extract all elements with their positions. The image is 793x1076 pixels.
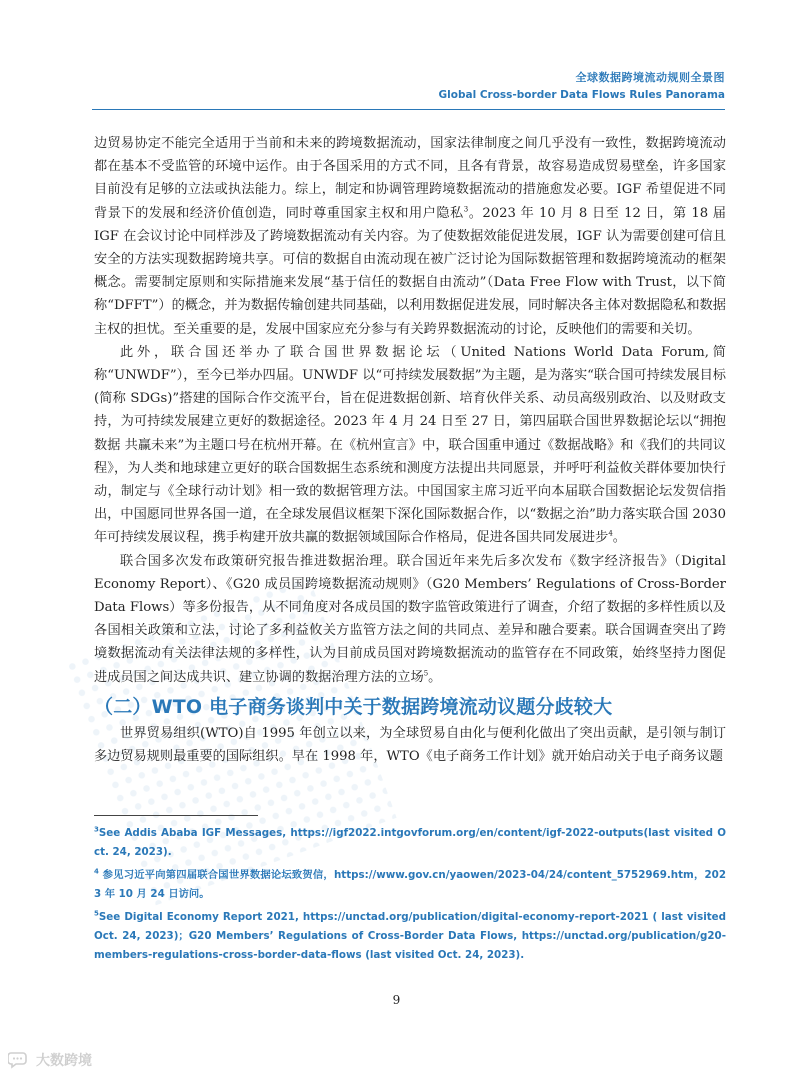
section-paragraph: 世界贸易组织(WTO)自 1995 年创立以来，为全球贸易自由化与便利化做出了突出贡献，是引领与制订多边贸易规则最重要的国际组织。早在 1998 年，WTO《电子商务工作计划》就开始启动关于电子商务议题 <box>94 725 726 765</box>
footnote-divider <box>94 815 258 816</box>
running-header <box>439 70 725 104</box>
footnote-text: See Addis Ababa IGF Messages, https://igf2022.intgovforum.org/en/content/igf-2022-outputs(last visited Oct. 24, 2023). <box>94 827 726 858</box>
paragraph-1-text-after: 。2023 年 10 月 8 日至 12 日，第 18 届 IGF 在会议讨论中同样涉及了跨境数据流动有关内容。为了使数据效能促进发展，IGF 认为需要创建可信且安全的方法实现数据跨境共享。可信的数据自由流动现在被广泛讨论为国际数据管理和数据跨境流动的框架概念。需要制定原则和实际措施来发展“基于信任的数据自由流动”（Data Free Flow with Trust，以下简称“DFFT”）的概念，并为数据传输创建共同基础，以利用数据促进发展，同时解决各主体对数据隐私和数据主权的担忧。至关重要的是，发展中国家应充分参与有关跨界数据流动的讨论，反映他们的需要和关切。 <box>94 205 726 337</box>
chat-bubble-icon <box>8 1051 32 1069</box>
footnotes <box>94 824 726 969</box>
footnote-text: See Digital Economy Report 2021, https://unctad.org/publication/digital-economy-report-2021 ( last visited Oct. 24, 2023)；G20 Members’ Regulations of Cross-Border Data Flows, https://unctad.org/publication/g20-members-regulations-cross-border-data-flows (last visited Oct. 24, 2023). <box>94 911 726 961</box>
section-heading: （二）WTO 电子商务谈判中关于数据跨境流动议题分歧较大 <box>94 695 613 718</box>
footnote-text: 参见习近平向第四届联合国世界数据论坛致贺信，https://www.gov.cn/yaowen/2023-04/24/content_5752969.htm，2023 年 10 月 24 日访问。 <box>94 869 726 900</box>
paragraph-1-text: 边贸易协定不能完全适用于当前和未来的跨境数据流动，国家法律制度之间几乎没有一致性，数据跨境流动都在基本不受监管的环境中运作。由于各国采用的方式不同，且各有背景，故容易造成贸易壁垒，许多国家目前没有足够的立法或执法能力。综上，制定和协调管理跨境数据流动的措施愈发必要。IGF 希望促进不同背景下的发展和经济价值创造，同时尊重国家主权和用户隐私 <box>94 136 726 221</box>
paragraph-2-text-after: 。 <box>612 530 626 546</box>
footnote-3 <box>94 824 726 862</box>
footnote-ref-5[interactable]: 5 <box>423 669 429 678</box>
footnote-4 <box>94 866 726 904</box>
footnote-number: 4 <box>94 867 99 876</box>
page-number: 9 <box>392 993 401 1007</box>
main-content <box>94 132 726 768</box>
paragraph-2-text: 此外，联合国还举办了联合国世界数据论坛（United Nations World Data Forum,简称“UNWDF”），至今已举办四届。UNWDF 以“可持续发展数据”为主题，是为落实“联合国可持续发展目标(简称 SDGs)”搭建的国际合作交流平台，旨在促进数据创新、培育伙伴关系、动员高级别政治、以及财政支持，为可持续发展建立更好的数据途径。2023 年 4 月 24 日至 27 日，第四届联合国世界数据论坛以“拥抱数据 共赢未来”为主题口号在杭州开幕。在《杭州宣言》中，联合国重申通过《数据战略》和《我们的共同议程》，为人类和地球建立更好的联合国数据生态系统和测度方法提出共同愿景，并呼吁利益攸关群体要加快行动，制定与《全球行动计划》相一致的数据管理方法。中国国家主席习近平向本届联合国数据论坛发贺信指出，中国愿同世界各国一道，在全球发展倡议框架下深化国际数据合作，以“数据之治”助力落实联合国 2030 年可持续发展议程，携手构建开放共赢的数据领域国际合作格局，促进各国共同发展进步 <box>94 344 726 546</box>
header-title-en: Global Cross-border Data Flows Rules Panorama <box>438 89 725 101</box>
footnote-5 <box>94 908 726 965</box>
footnote-ref-4[interactable]: 4 <box>608 530 613 539</box>
header-title-zh: 全球数据跨境流动规则全景图 <box>575 71 725 84</box>
paragraph-3-text: 联合国多次发布政策研究报告推进数据治理。联合国近年来先后多次发布《数字经济报告》（Digital Economy Report）、《G20 成员国跨境数据流动规则》（G20 Members’ Regulations of Cross-Border Data Flows）等多份报告，从不同角度对各成员国的数字监管政策进行了调查，介绍了数据的多样性质以及各国相关政策和立法，讨论了多利益攸关方监管方法之间的共同点、差异和融合要素。联合国调查突出了跨境数据流动有关法律法规的多样性，认为目前成员国对跨境数据流动的监管存在不同政策，始终坚持力图促进成员国之间达成共识、建立协调的数据治理方法的立场 <box>94 553 726 685</box>
paragraph-3-text-after: 。 <box>428 669 442 685</box>
paragraph-3 <box>94 550 726 689</box>
footnote-ref-3[interactable]: 3 <box>463 205 469 214</box>
footnote-number: 3 <box>94 825 99 834</box>
paragraph-1 <box>94 132 726 341</box>
header-divider <box>92 109 725 110</box>
logo-text: 大数跨境 <box>36 1053 92 1069</box>
footnote-number: 5 <box>94 909 99 918</box>
paragraph-2 <box>94 341 726 550</box>
corner-logo <box>8 1050 92 1070</box>
